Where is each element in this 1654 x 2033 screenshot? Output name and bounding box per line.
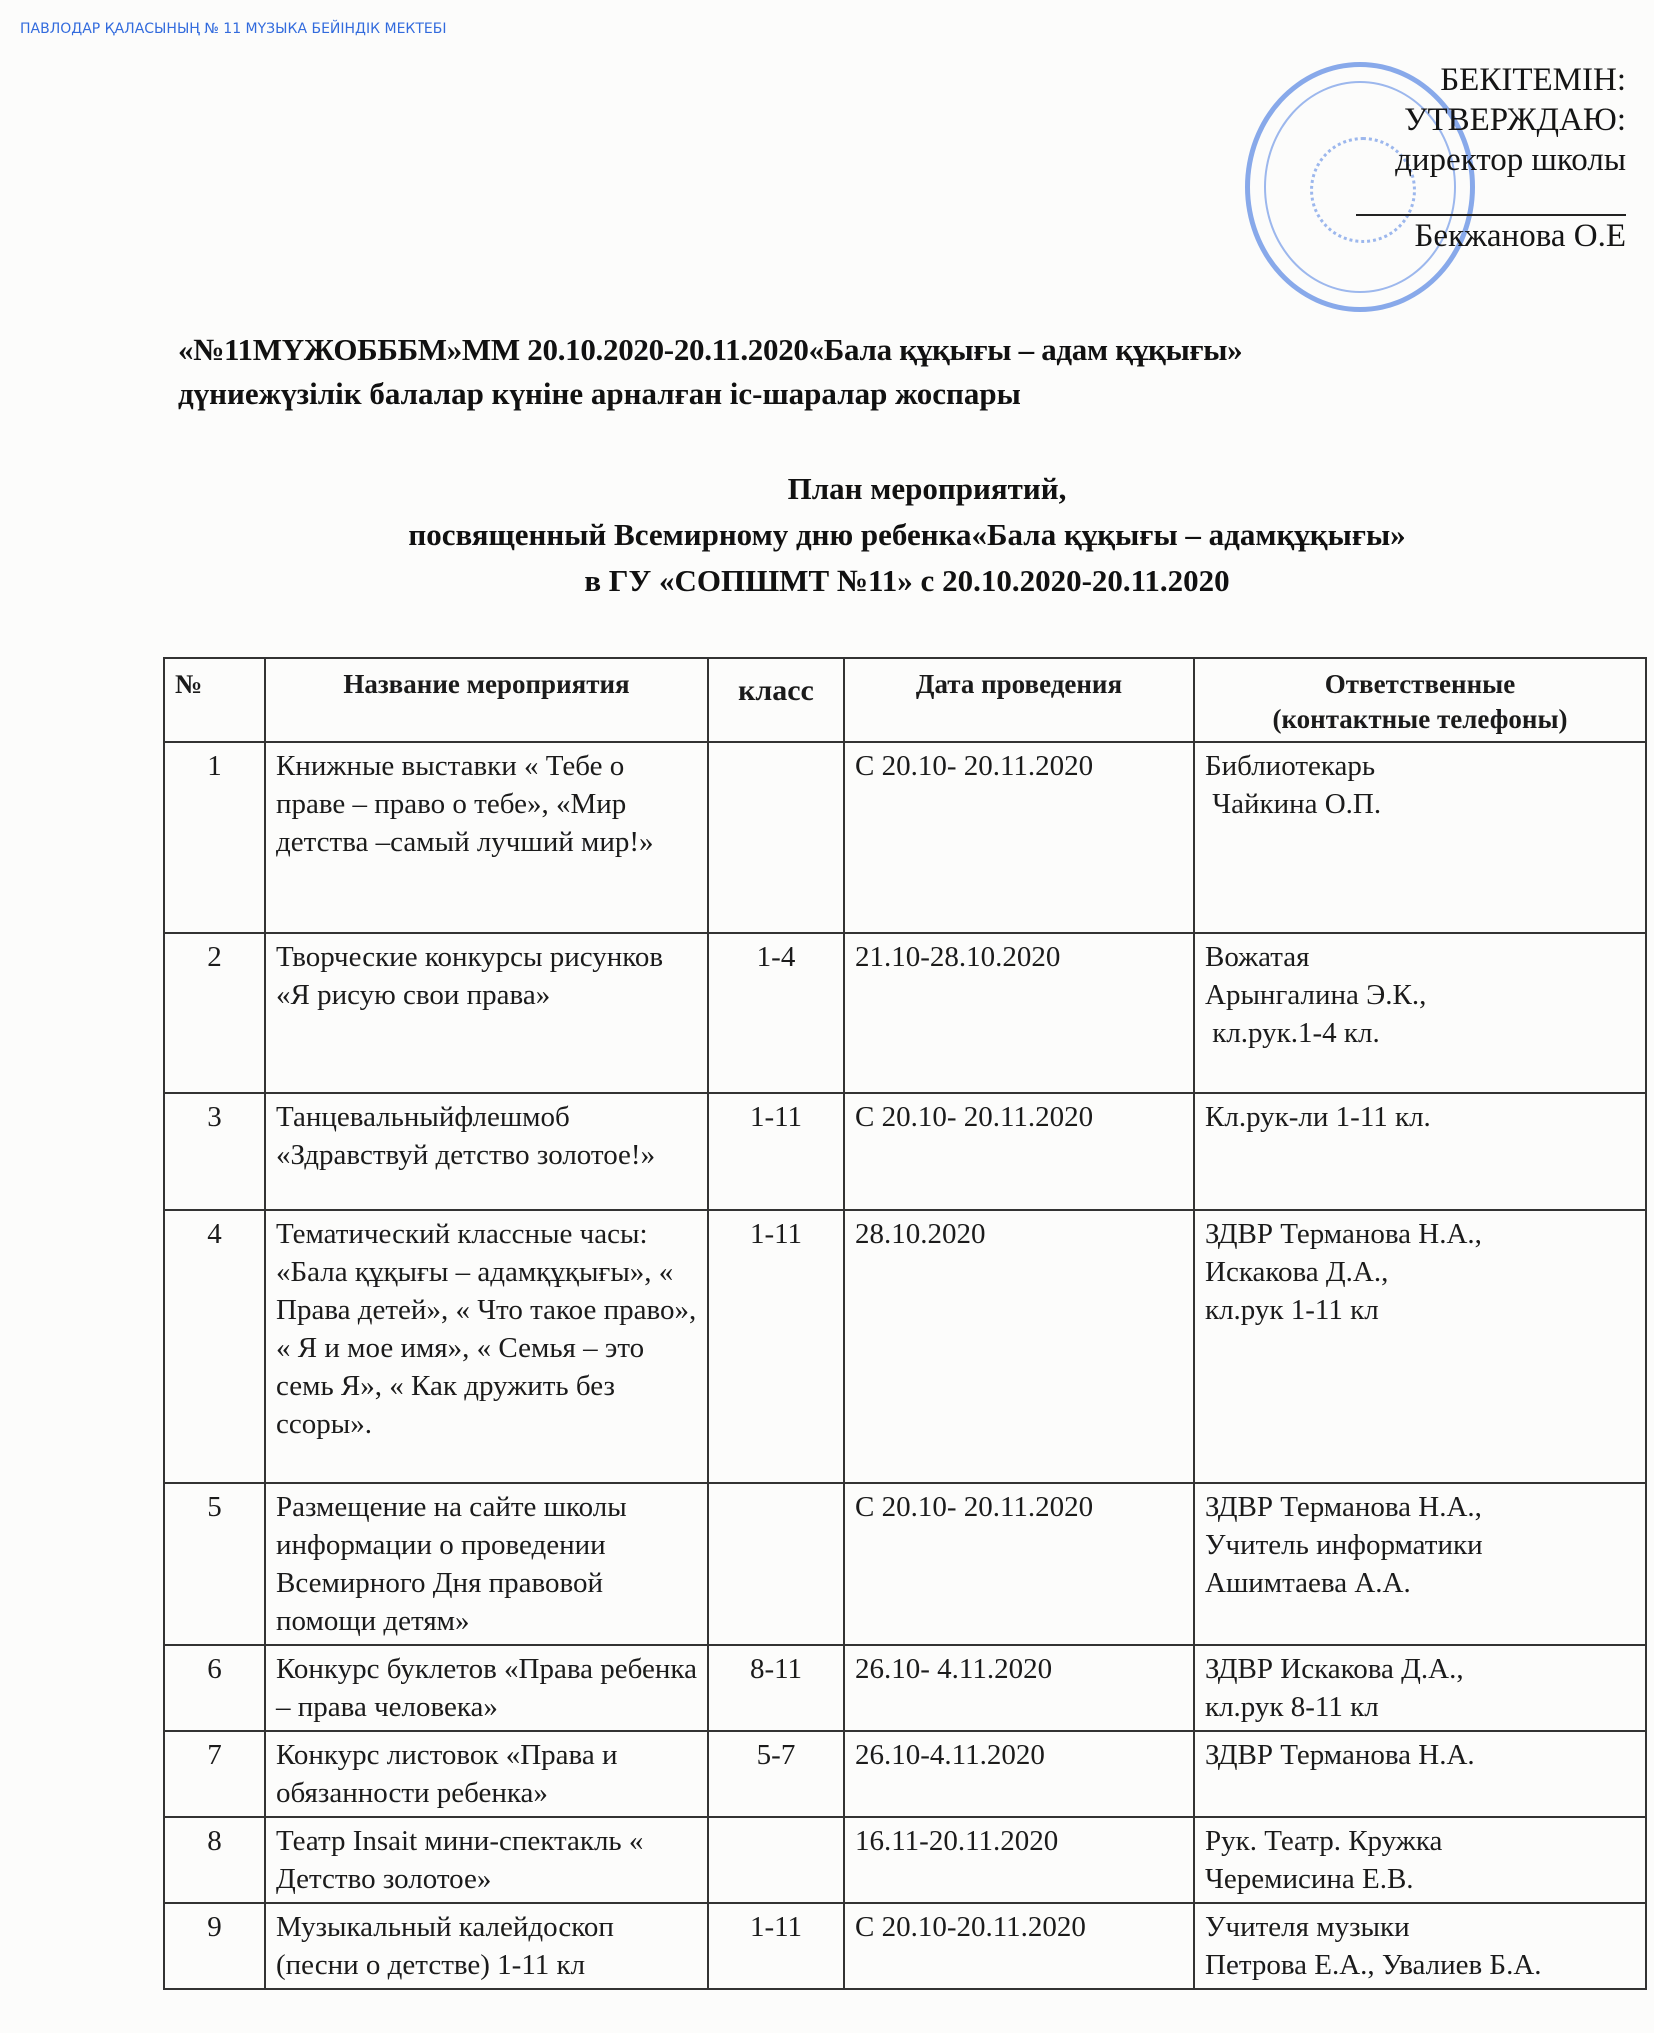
- responsible-line: Ашимтаева А.А.: [1205, 1567, 1411, 1599]
- russian-title-line3: в ГУ «СОПШМТ №11» с 20.10.2020-20.11.2020: [584, 563, 1230, 598]
- row-event-name: Конкурс буклетов «Права ребенка – права человека»: [265, 1645, 708, 1731]
- kazakh-title: [178, 328, 1638, 416]
- responsible-line: Кл.рук-ли 1-11 кл.: [1205, 1101, 1431, 1133]
- russian-title-line1: План мероприятий,: [787, 471, 1067, 506]
- russian-title: [160, 466, 1654, 604]
- row-num: 8: [164, 1817, 265, 1903]
- row-event-name: Творческие конкурсы рисунков «Я рисую свои права»: [265, 933, 708, 1093]
- row-event-name: Музыкальный калейдоскоп (песни о детстве) 1-11 кл: [265, 1903, 708, 1989]
- row-class: [708, 1483, 844, 1645]
- row-event-name: Тематический классные часы: «Бала құқығы – адамқұқығы», « Права детей», « Что такое право», « Я и мое имя», « Семья – это семь Я», « Как дружить без ссоры».: [265, 1210, 708, 1483]
- row-date: 16.11-20.11.2020: [844, 1817, 1194, 1903]
- approval-ru: УТВЕРЖДАЮ:: [1404, 102, 1626, 138]
- responsible-line: кл.рук 1-11 кл: [1205, 1294, 1379, 1326]
- responsible-line: ЗДВР Терманова Н.А.: [1205, 1739, 1475, 1771]
- row-responsible: [1194, 1093, 1646, 1210]
- table-row: [164, 933, 1646, 1093]
- row-num: 4: [164, 1210, 265, 1483]
- row-date: С 20.10- 20.11.2020: [844, 1093, 1194, 1210]
- table-row: [164, 1483, 1646, 1645]
- row-num: 2: [164, 933, 265, 1093]
- table-row: [164, 1817, 1646, 1903]
- row-date: 28.10.2020: [844, 1210, 1194, 1483]
- header-name: Название мероприятия: [265, 658, 708, 742]
- row-responsible: [1194, 742, 1646, 933]
- row-date: 26.10- 4.11.2020: [844, 1645, 1194, 1731]
- row-event-name: Танцевальныйфлешмоб «Здравствуй детство золотое!»: [265, 1093, 708, 1210]
- responsible-line: Рук. Театр. Кружка: [1205, 1825, 1443, 1857]
- russian-title-line2: посвященный Всемирному дню ребенка«Бала құқығы – адамқұқығы»: [408, 517, 1406, 552]
- row-num: 9: [164, 1903, 265, 1989]
- responsible-line: Учитель информатики: [1205, 1529, 1483, 1561]
- row-responsible: [1194, 1817, 1646, 1903]
- row-num: 5: [164, 1483, 265, 1645]
- signature-line: [1356, 180, 1626, 216]
- row-responsible: [1194, 1210, 1646, 1483]
- row-event-name: Размещение на сайте школы информации о проведении Всемирного Дня правовой помощи детям»: [265, 1483, 708, 1645]
- row-event-name: Конкурс листовок «Права и обязанности ребенка»: [265, 1731, 708, 1817]
- header-date: Дата проведения: [844, 658, 1194, 742]
- header-num: №: [164, 658, 265, 742]
- row-responsible: [1194, 933, 1646, 1093]
- approval-block: [1356, 60, 1626, 256]
- approval-kz: БЕКІТЕМІН:: [1440, 62, 1626, 98]
- row-date: 21.10-28.10.2020: [844, 933, 1194, 1093]
- table-row: [164, 1210, 1646, 1483]
- row-num: 1: [164, 742, 265, 933]
- responsible-line: Искакова Д.А.,: [1205, 1256, 1389, 1288]
- table-row: [164, 1093, 1646, 1210]
- responsible-line: Чайкина О.П.: [1205, 788, 1382, 820]
- stamp-text: ПАВЛОДАР ҚАЛАСЫНЫҢ № 11 МҮЗЫКА БЕЙІНДІК МЕКТЕБІ: [20, 21, 447, 37]
- row-class: [708, 742, 844, 933]
- responsible-line: ЗДВР Искакова Д.А.,: [1205, 1653, 1464, 1685]
- responsible-line: кл.рук 8-11 кл: [1205, 1691, 1379, 1723]
- header-responsible: [1194, 658, 1646, 742]
- table-row: [164, 1731, 1646, 1817]
- approval-position: директор школы: [1395, 142, 1626, 178]
- header-class: класс: [708, 658, 844, 742]
- responsible-line: ЗДВР Терманова Н.А.,: [1205, 1218, 1482, 1250]
- row-responsible: [1194, 1645, 1646, 1731]
- responsible-line: Петрова Е.А., Увалиев Б.А.: [1205, 1949, 1542, 1981]
- row-num: 3: [164, 1093, 265, 1210]
- header-responsible-line2: (контактные телефоны): [1272, 704, 1568, 734]
- row-class: [708, 1817, 844, 1903]
- responsible-line: Учителя музыки: [1205, 1911, 1410, 1943]
- row-class: 1-11: [708, 1210, 844, 1483]
- row-responsible: [1194, 1731, 1646, 1817]
- table-row: [164, 1903, 1646, 1989]
- row-responsible: [1194, 1903, 1646, 1989]
- row-class: 1-11: [708, 1093, 844, 1210]
- row-date: С 20.10- 20.11.2020: [844, 1483, 1194, 1645]
- approval-signatory: Бекжанова О.Е: [1414, 218, 1626, 254]
- row-num: 7: [164, 1731, 265, 1817]
- responsible-line: кл.рук.1-4 кл.: [1205, 1017, 1380, 1049]
- events-table: [163, 657, 1647, 1990]
- responsible-line: Черемисина Е.В.: [1205, 1863, 1414, 1895]
- row-event-name: Книжные выставки « Тебе о праве – право о тебе», «Мир детства –самый лучший мир!»: [265, 742, 708, 933]
- row-class: 5-7: [708, 1731, 844, 1817]
- row-event-name: Театр Insait мини-спектакль « Детство золотое»: [265, 1817, 708, 1903]
- table-row: [164, 1645, 1646, 1731]
- row-date: 26.10-4.11.2020: [844, 1731, 1194, 1817]
- responsible-line: Вожатая: [1205, 941, 1310, 973]
- table-row: [164, 742, 1646, 933]
- kazakh-title-line2: дүниежүзілік балалар күніне арналған іс-шаралар жоспары: [178, 376, 1021, 411]
- responsible-line: Арынгалина Э.К.,: [1205, 979, 1427, 1011]
- table-header-row: [164, 658, 1646, 742]
- row-num: 6: [164, 1645, 265, 1731]
- responsible-line: Библиотекарь: [1205, 750, 1376, 782]
- row-date: С 20.10-20.11.2020: [844, 1903, 1194, 1989]
- header-responsible-line1: Ответственные: [1324, 669, 1516, 699]
- responsible-line: ЗДВР Терманова Н.А.,: [1205, 1491, 1482, 1523]
- row-class: 8-11: [708, 1645, 844, 1731]
- row-responsible: [1194, 1483, 1646, 1645]
- row-class: 1-4: [708, 933, 844, 1093]
- row-class: 1-11: [708, 1903, 844, 1989]
- kazakh-title-line1: «№11МҮЖОБББМ»ММ 20.10.2020-20.11.2020«Бала құқығы – адам құқығы»: [178, 332, 1243, 367]
- row-date: С 20.10- 20.11.2020: [844, 742, 1194, 933]
